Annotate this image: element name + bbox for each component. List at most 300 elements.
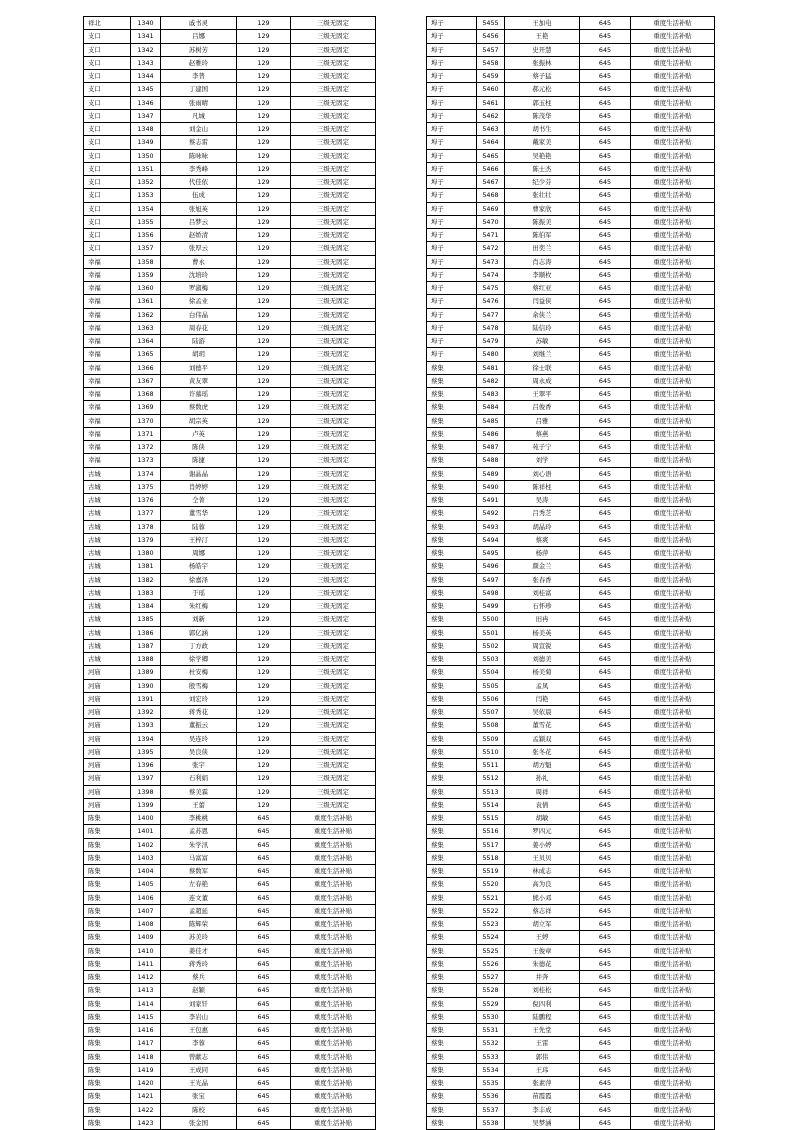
name-cell: 姜佳才 (161, 944, 237, 957)
town-cell: 古城 (84, 494, 131, 507)
amount-cell: 645 (580, 759, 631, 772)
table-row (427, 798, 715, 811)
number-cell: 1410 (131, 944, 161, 957)
amount-cell: 129 (237, 136, 291, 149)
number-cell: 5483 (477, 388, 505, 401)
number-cell: 1357 (131, 242, 161, 255)
town-cell: 蔡集 (427, 1063, 477, 1076)
category-cell: 重度生活补贴 (631, 255, 715, 268)
amount-cell: 645 (580, 83, 631, 96)
category-cell: 重度生活补贴 (631, 971, 715, 984)
number-cell: 5511 (477, 759, 505, 772)
amount-cell: 645 (580, 626, 631, 639)
name-cell: 吕俊香 (505, 401, 580, 414)
name-cell: 李蓉 (161, 1037, 237, 1050)
amount-cell: 645 (580, 361, 631, 374)
category-cell: 重度生活补贴 (291, 931, 376, 944)
table-row (427, 639, 715, 652)
table-row (84, 1050, 376, 1063)
town-cell: 埠子 (427, 30, 477, 43)
name-cell: 徐士联 (505, 361, 580, 374)
name-cell: 白伟晶 (161, 308, 237, 321)
category-cell: 三级无固定 (291, 573, 376, 586)
table-row (84, 480, 376, 493)
town-cell: 埠子 (427, 176, 477, 189)
number-cell: 1405 (131, 878, 161, 891)
category-cell: 重度生活补贴 (631, 176, 715, 189)
name-cell: 李桃桃 (161, 812, 237, 825)
town-cell: 支口 (84, 215, 131, 228)
town-cell: 埠子 (427, 136, 477, 149)
town-cell: 埠子 (427, 83, 477, 96)
town-cell: 蔡集 (427, 798, 477, 811)
town-cell: 蔡集 (427, 414, 477, 427)
name-cell: 马富富 (161, 851, 237, 864)
amount-cell: 645 (580, 891, 631, 904)
category-cell: 重度生活补贴 (631, 215, 715, 228)
name-cell: 蔡燕 (505, 427, 580, 440)
name-cell: 刘桂松 (505, 984, 580, 997)
category-cell: 重度生活补贴 (631, 1116, 715, 1129)
name-cell: 郭玉柱 (505, 96, 580, 109)
name-cell: 蒋秀玲 (161, 957, 237, 970)
number-cell: 5524 (477, 931, 505, 944)
category-cell: 三级无固定 (291, 282, 376, 295)
name-cell: 张春香 (505, 573, 580, 586)
amount-cell: 129 (237, 626, 291, 639)
amount-cell: 645 (580, 467, 631, 480)
table-row (84, 494, 376, 507)
name-cell: 蔡兵 (161, 971, 237, 984)
number-cell: 5481 (477, 361, 505, 374)
amount-cell: 645 (237, 1077, 291, 1090)
table-row (84, 30, 376, 43)
town-cell: 幸福 (84, 388, 131, 401)
name-cell: 张振林 (505, 56, 580, 69)
amount-cell: 645 (580, 851, 631, 864)
category-cell: 重度生活补贴 (631, 96, 715, 109)
town-cell: 埠子 (427, 56, 477, 69)
number-cell: 5477 (477, 308, 505, 321)
table-row (427, 454, 715, 467)
amount-cell: 645 (237, 997, 291, 1010)
number-cell: 1385 (131, 613, 161, 626)
name-cell: 苏树芳 (161, 43, 237, 56)
number-cell: 5535 (477, 1077, 505, 1090)
name-cell: 吕秀芝 (505, 507, 580, 520)
table-row (427, 388, 715, 401)
name-cell: 陈咏咏 (161, 149, 237, 162)
name-cell: 熊小邓 (505, 891, 580, 904)
category-cell: 重度生活补贴 (631, 441, 715, 454)
amount-cell: 645 (580, 1116, 631, 1129)
number-cell: 1377 (131, 507, 161, 520)
table-row (84, 533, 376, 546)
table-row (427, 653, 715, 666)
town-cell: 陈集 (84, 957, 131, 970)
number-cell: 5474 (477, 268, 505, 281)
name-cell: 陈辉荣 (161, 918, 237, 931)
number-cell: 1394 (131, 732, 161, 745)
amount-cell: 129 (237, 374, 291, 387)
number-cell: 1359 (131, 268, 161, 281)
category-cell: 重度生活补贴 (291, 838, 376, 851)
number-cell: 1371 (131, 427, 161, 440)
table-row (84, 56, 376, 69)
table-row (427, 308, 715, 321)
table-row (84, 1090, 376, 1103)
name-cell: 史开慧 (505, 43, 580, 56)
name-cell: 李岩山 (161, 1010, 237, 1023)
name-cell: 董雪花 (505, 719, 580, 732)
number-cell: 5493 (477, 520, 505, 533)
table-row (84, 507, 376, 520)
amount-cell: 645 (237, 851, 291, 864)
number-cell: 1378 (131, 520, 161, 533)
number-cell: 5506 (477, 692, 505, 705)
category-cell: 重度生活补贴 (631, 997, 715, 1010)
category-cell: 三级无固定 (291, 494, 376, 507)
category-cell: 三级无固定 (291, 653, 376, 666)
table-row (427, 812, 715, 825)
amount-cell: 129 (237, 666, 291, 679)
town-cell: 埠子 (427, 308, 477, 321)
table-row (427, 613, 715, 626)
number-cell: 1373 (131, 454, 161, 467)
amount-cell: 645 (580, 335, 631, 348)
town-cell: 蔡集 (427, 666, 477, 679)
amount-cell: 645 (580, 719, 631, 732)
name-cell: 戚书灵 (161, 17, 237, 30)
table-row (84, 374, 376, 387)
town-cell: 蔡集 (427, 1050, 477, 1063)
name-cell: 曾献志 (161, 1050, 237, 1063)
name-cell: 许慕瑶 (161, 388, 237, 401)
amount-cell: 129 (237, 467, 291, 480)
name-cell: 郭亿涵 (161, 626, 237, 639)
category-cell: 重度生活补贴 (631, 719, 715, 732)
town-cell: 埠子 (427, 149, 477, 162)
amount-cell: 645 (580, 295, 631, 308)
amount-cell: 129 (237, 507, 291, 520)
table-row (427, 1116, 715, 1129)
name-cell: 胡敏 (505, 812, 580, 825)
amount-cell: 129 (237, 308, 291, 321)
name-cell: 陆游 (161, 335, 237, 348)
town-cell: 支口 (84, 56, 131, 69)
amount-cell: 645 (580, 520, 631, 533)
category-cell: 三级无固定 (291, 480, 376, 493)
amount-cell: 645 (237, 984, 291, 997)
table-row (427, 851, 715, 864)
table-row (427, 109, 715, 122)
category-cell: 重度生活补贴 (291, 812, 376, 825)
category-cell: 重度生活补贴 (631, 189, 715, 202)
town-cell: 蔡集 (427, 454, 477, 467)
number-cell: 1395 (131, 745, 161, 758)
name-cell: 张素萍 (505, 1077, 580, 1090)
table-row (84, 666, 376, 679)
town-cell: 支口 (84, 162, 131, 175)
town-cell: 陈集 (84, 918, 131, 931)
town-cell: 埠子 (427, 255, 477, 268)
town-cell: 幸福 (84, 321, 131, 334)
category-cell: 重度生活补贴 (631, 282, 715, 295)
town-cell: 支口 (84, 30, 131, 43)
table-row (84, 851, 376, 864)
town-cell: 支口 (84, 242, 131, 255)
category-cell: 重度生活补贴 (631, 626, 715, 639)
category-cell: 重度生活补贴 (631, 639, 715, 652)
town-cell: 河庙 (84, 772, 131, 785)
town-cell: 陈集 (84, 1010, 131, 1023)
town-cell: 陈集 (84, 1063, 131, 1076)
name-cell: 蔡志雷 (161, 136, 237, 149)
number-cell: 5491 (477, 494, 505, 507)
amount-cell: 645 (237, 1103, 291, 1116)
table-row (427, 96, 715, 109)
number-cell: 5499 (477, 600, 505, 613)
category-cell: 三级无固定 (291, 706, 376, 719)
name-cell: 胡立军 (505, 918, 580, 931)
table-row (84, 1116, 376, 1129)
number-cell: 5470 (477, 215, 505, 228)
amount-cell: 645 (580, 308, 631, 321)
town-cell: 古城 (84, 613, 131, 626)
table-row (84, 308, 376, 321)
category-cell: 三级无固定 (291, 692, 376, 705)
amount-cell: 645 (580, 162, 631, 175)
table-row (427, 70, 715, 83)
table-row (427, 918, 715, 931)
number-cell: 5466 (477, 162, 505, 175)
number-cell: 1407 (131, 904, 161, 917)
number-cell: 1343 (131, 56, 161, 69)
town-cell: 古城 (84, 573, 131, 586)
number-cell: 5482 (477, 374, 505, 387)
table-row (84, 176, 376, 189)
name-cell: 徐学卿 (161, 653, 237, 666)
category-cell: 重度生活补贴 (291, 957, 376, 970)
amount-cell: 129 (237, 719, 291, 732)
town-cell: 古城 (84, 639, 131, 652)
town-cell: 蔡集 (427, 732, 477, 745)
table-row (84, 268, 376, 281)
name-cell: 赵颖 (161, 984, 237, 997)
table-row (84, 149, 376, 162)
number-cell: 1346 (131, 96, 161, 109)
name-cell: 刘德美 (505, 653, 580, 666)
amount-cell: 129 (237, 321, 291, 334)
table-row (427, 785, 715, 798)
amount-cell: 129 (237, 255, 291, 268)
number-cell: 1412 (131, 971, 161, 984)
number-cell: 1390 (131, 679, 161, 692)
number-cell: 1368 (131, 388, 161, 401)
town-cell: 幸福 (84, 308, 131, 321)
town-cell: 蔡集 (427, 692, 477, 705)
category-cell: 三级无固定 (291, 520, 376, 533)
name-cell: 刘家钎 (161, 997, 237, 1010)
name-cell: 吴依晨 (505, 706, 580, 719)
town-cell: 蔡集 (427, 427, 477, 440)
category-cell: 重度生活补贴 (631, 891, 715, 904)
category-cell: 三级无固定 (291, 348, 376, 361)
number-cell: 1340 (131, 17, 161, 30)
table-row (84, 414, 376, 427)
town-cell: 蔡集 (427, 1116, 477, 1129)
category-cell: 重度生活补贴 (631, 944, 715, 957)
name-cell: 孟颖双 (505, 732, 580, 745)
table-row (427, 520, 715, 533)
number-cell: 1349 (131, 136, 161, 149)
category-cell: 重度生活补贴 (631, 798, 715, 811)
category-cell: 三级无固定 (291, 719, 376, 732)
table-row (427, 321, 715, 334)
name-cell: 朱红梅 (161, 600, 237, 613)
amount-cell: 129 (237, 242, 291, 255)
table-row (427, 149, 715, 162)
category-cell: 重度生活补贴 (631, 308, 715, 321)
amount-cell: 645 (580, 679, 631, 692)
table-row (427, 1063, 715, 1076)
category-cell: 重度生活补贴 (631, 904, 715, 917)
name-cell: 朱学汛 (161, 838, 237, 851)
name-cell: 王婷 (505, 931, 580, 944)
table-row (427, 414, 715, 427)
number-cell: 5531 (477, 1024, 505, 1037)
amount-cell: 645 (580, 560, 631, 573)
category-cell: 重度生活补贴 (631, 427, 715, 440)
town-cell: 河庙 (84, 759, 131, 772)
category-cell: 重度生活补贴 (291, 1063, 376, 1076)
name-cell: 张雨晴 (161, 96, 237, 109)
table-row (427, 295, 715, 308)
amount-cell: 645 (237, 918, 291, 931)
table-row (427, 825, 715, 838)
number-cell: 5462 (477, 109, 505, 122)
number-cell: 1375 (131, 480, 161, 493)
name-cell: 张宇 (161, 759, 237, 772)
amount-cell: 129 (237, 388, 291, 401)
table-row (84, 838, 376, 851)
town-cell: 蔡集 (427, 984, 477, 997)
number-cell: 5458 (477, 56, 505, 69)
town-cell: 蔡集 (427, 494, 477, 507)
name-cell: 孟超延 (161, 904, 237, 917)
name-cell: 姜小婷 (505, 838, 580, 851)
amount-cell: 645 (580, 984, 631, 997)
table-row (84, 441, 376, 454)
category-cell: 重度生活补贴 (631, 30, 715, 43)
category-cell: 三级无固定 (291, 295, 376, 308)
name-cell: 肖志涛 (505, 255, 580, 268)
category-cell: 重度生活补贴 (291, 984, 376, 997)
amount-cell: 645 (580, 653, 631, 666)
amount-cell: 645 (580, 282, 631, 295)
number-cell: 1342 (131, 43, 161, 56)
name-cell: 王先堂 (505, 1024, 580, 1037)
town-cell: 支口 (84, 70, 131, 83)
name-cell: 张冬花 (505, 745, 580, 758)
town-cell: 蔡集 (427, 586, 477, 599)
category-cell: 三级无固定 (291, 162, 376, 175)
name-cell: 陈士杰 (505, 162, 580, 175)
amount-cell: 645 (237, 878, 291, 891)
name-cell: 董振云 (161, 719, 237, 732)
amount-cell: 129 (237, 785, 291, 798)
category-cell: 重度生活补贴 (631, 229, 715, 242)
table-row (427, 335, 715, 348)
table-row (84, 785, 376, 798)
amount-cell: 645 (237, 971, 291, 984)
town-cell: 陈集 (84, 1077, 131, 1090)
name-cell: 杨皓宇 (161, 560, 237, 573)
number-cell: 1352 (131, 176, 161, 189)
town-cell: 支口 (84, 43, 131, 56)
town-cell: 蔡集 (427, 997, 477, 1010)
town-cell: 支口 (84, 109, 131, 122)
name-cell: 李丰成 (505, 1103, 580, 1116)
table-row (427, 732, 715, 745)
town-cell: 蔡集 (427, 931, 477, 944)
category-cell: 重度生活补贴 (631, 1024, 715, 1037)
town-cell: 陈集 (84, 1090, 131, 1103)
name-cell: 王蕾 (161, 798, 237, 811)
number-cell: 5495 (477, 547, 505, 560)
amount-cell: 645 (580, 1037, 631, 1050)
amount-cell: 129 (237, 653, 291, 666)
name-cell: 胡玥 (161, 348, 237, 361)
table-row (427, 957, 715, 970)
name-cell: 王翠平 (505, 388, 580, 401)
number-cell: 1423 (131, 1116, 161, 1129)
table-row (427, 1010, 715, 1023)
category-cell: 重度生活补贴 (631, 679, 715, 692)
number-cell: 5513 (477, 785, 505, 798)
category-cell: 重度生活补贴 (631, 851, 715, 864)
amount-cell: 129 (237, 547, 291, 560)
number-cell: 1365 (131, 348, 161, 361)
table-row (427, 997, 715, 1010)
name-cell: 沈培玲 (161, 268, 237, 281)
category-cell: 三级无固定 (291, 215, 376, 228)
table-row (427, 43, 715, 56)
category-cell: 重度生活补贴 (291, 1077, 376, 1090)
name-cell: 刘新 (161, 613, 237, 626)
number-cell: 1413 (131, 984, 161, 997)
table-row (84, 1037, 376, 1050)
table-row (84, 878, 376, 891)
category-cell: 重度生活补贴 (631, 374, 715, 387)
amount-cell: 129 (237, 573, 291, 586)
name-cell: 刘金山 (161, 123, 237, 136)
table-row (84, 1103, 376, 1116)
table-row (84, 613, 376, 626)
number-cell: 5480 (477, 348, 505, 361)
category-cell: 重度生活补贴 (291, 944, 376, 957)
town-cell: 支口 (84, 176, 131, 189)
amount-cell: 129 (237, 96, 291, 109)
category-cell: 重度生活补贴 (631, 242, 715, 255)
number-cell: 5527 (477, 971, 505, 984)
table-row (427, 1037, 715, 1050)
amount-cell: 645 (580, 1024, 631, 1037)
number-cell: 5457 (477, 43, 505, 56)
town-cell: 河庙 (84, 719, 131, 732)
number-cell: 1415 (131, 1010, 161, 1023)
table-row (427, 282, 715, 295)
